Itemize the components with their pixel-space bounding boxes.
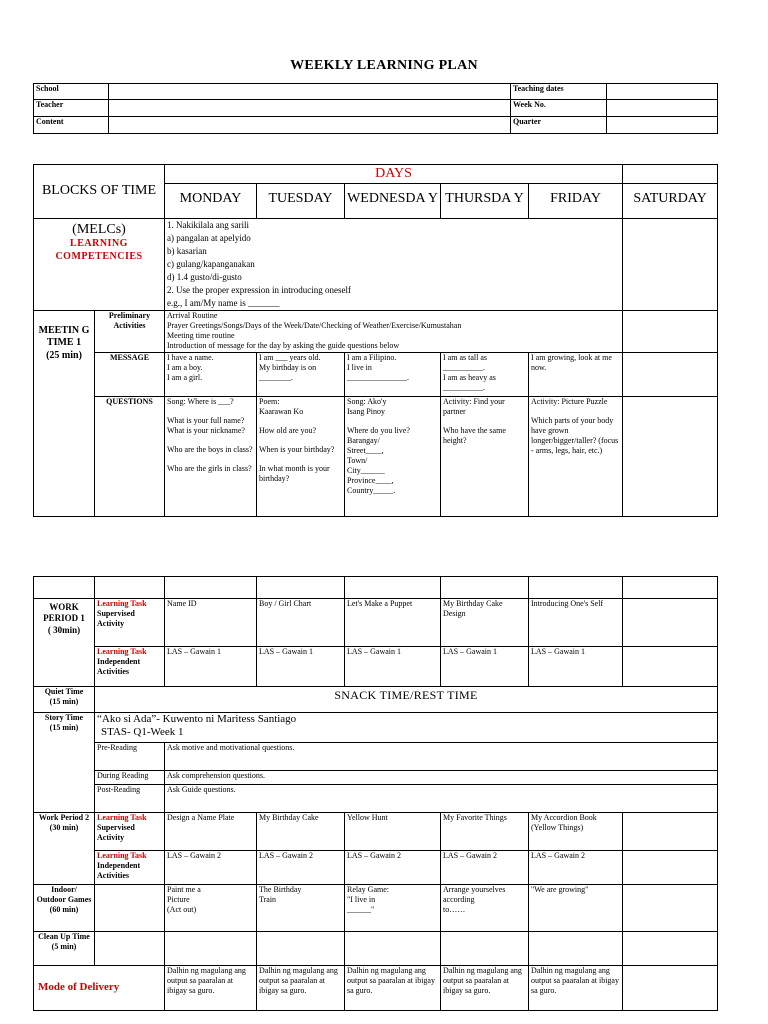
question-line: Where do you live? bbox=[347, 425, 410, 435]
delivery-saturday bbox=[623, 966, 718, 1011]
clean-up-blank bbox=[529, 932, 623, 966]
indoor-outdoor-blank bbox=[95, 885, 165, 932]
supervised-label: Supervised Activity bbox=[97, 609, 135, 628]
questions-tuesday bbox=[257, 396, 345, 516]
questions-thursday bbox=[441, 396, 529, 516]
wp2-supervised-tuesday: My Birthday Cake bbox=[257, 813, 345, 851]
info-table bbox=[33, 83, 718, 134]
preliminary-content bbox=[165, 310, 623, 352]
post-reading-content: Ask Guide questions. bbox=[165, 785, 718, 813]
message-line: I am a girl. bbox=[167, 372, 203, 382]
indoor-outdoor-cell bbox=[34, 885, 95, 932]
question-line: Who are the girls in class? bbox=[167, 463, 252, 473]
quiet-time-cell bbox=[34, 687, 95, 713]
school-value bbox=[109, 84, 511, 100]
questions-label: QUESTIONS bbox=[95, 396, 165, 516]
game-line: (Act out) bbox=[167, 905, 197, 914]
message-line: I am as tall as bbox=[443, 352, 487, 362]
story-time-label: Story Time bbox=[44, 713, 84, 722]
preliminary-line: Prayer Greetings/Songs/Days of the Week/Date/Checking of Weather/Exercise/Kumustahan bbox=[167, 320, 462, 330]
questions-monday bbox=[165, 396, 257, 516]
preliminary-line: Meeting time routine bbox=[167, 330, 235, 340]
story-time-duration: (15 min) bbox=[49, 723, 79, 732]
question-line: Kaarawan Ko bbox=[259, 406, 304, 416]
melcs-line: a) pangalan at apelyido bbox=[167, 232, 251, 243]
independent-label: Independent Activities bbox=[97, 861, 141, 880]
question-line: Province____, bbox=[347, 475, 394, 485]
wp2-supervised-saturday bbox=[623, 813, 718, 851]
question-line: In what month is your birthday? bbox=[259, 463, 330, 483]
clean-up-blank bbox=[165, 932, 257, 966]
delivery-wednesday: Dalhin ng magulang ang output sa paaralan at ibigay sa guro. bbox=[345, 966, 441, 1011]
game-thursday bbox=[441, 885, 529, 932]
melcs-line: d) 1.4 gusto/di-gusto bbox=[167, 271, 242, 282]
work-period-1-duration: ( 30min) bbox=[47, 624, 81, 635]
message-line: I live in bbox=[347, 362, 372, 372]
clean-up-duration: (5 min) bbox=[51, 942, 77, 951]
wp2-supervised-label bbox=[95, 813, 165, 851]
wp1-supervised-monday: Name ID bbox=[165, 599, 257, 647]
wp2-independent-wednesday: LAS – Gawain 2 bbox=[345, 851, 441, 885]
melcs-line: 1. Nakikilala ang sarili bbox=[167, 219, 249, 230]
days-header-blank bbox=[623, 165, 718, 184]
question-line: Barangay/ bbox=[347, 435, 380, 445]
wp1-independent-monday: LAS – Gawain 1 bbox=[165, 647, 257, 687]
pre-reading-label: Pre-Reading bbox=[95, 743, 165, 771]
question-line: Activity: Picture Puzzle bbox=[531, 396, 608, 406]
blocks-of-time-header: BLOCKS OF TIME bbox=[34, 165, 165, 219]
teacher-label: Teacher bbox=[34, 100, 109, 117]
melcs-subtitle: LEARNING COMPETENCIES bbox=[55, 238, 143, 262]
game-line: Paint me a bbox=[167, 885, 201, 894]
game-tuesday bbox=[257, 885, 345, 932]
melcs-line: 2. Use the proper expression in introducing oneself bbox=[167, 284, 351, 295]
preliminary-line: Introduction of message for the day by asking the guide questions below bbox=[167, 340, 400, 350]
wp2-supervised-thursday: My Favorite Things bbox=[441, 813, 529, 851]
quiet-time-label: Quiet Time bbox=[44, 687, 84, 696]
clean-up-blank bbox=[345, 932, 441, 966]
question-line: How old are you? bbox=[259, 425, 317, 435]
melcs-title: (MELCs) bbox=[72, 221, 126, 237]
question-line: What is your full name? What is your nickname? bbox=[167, 415, 245, 435]
day-friday: FRIDAY bbox=[529, 183, 623, 218]
message-line: _______________. bbox=[347, 372, 409, 382]
wp1-independent-thursday: LAS – Gawain 1 bbox=[441, 647, 529, 687]
game-line: "I live in bbox=[347, 895, 376, 904]
wp2-independent-friday: LAS – Gawain 2 bbox=[529, 851, 623, 885]
meeting-time-duration: (25 min) bbox=[46, 349, 82, 361]
message-tuesday bbox=[257, 352, 345, 396]
wp1-independent-wednesday: LAS – Gawain 1 bbox=[345, 647, 441, 687]
learning-task-label: Learning Task bbox=[97, 647, 147, 656]
school-label: School bbox=[34, 84, 109, 100]
melcs-content bbox=[165, 218, 623, 310]
learning-task-label: Learning Task bbox=[97, 851, 147, 860]
game-monday bbox=[165, 885, 257, 932]
question-line: City______ bbox=[347, 465, 385, 475]
header-blank bbox=[345, 577, 441, 599]
days-header: DAYS bbox=[165, 165, 623, 184]
wp1-independent-label bbox=[95, 647, 165, 687]
message-line: __________. bbox=[443, 362, 485, 372]
game-line: Train bbox=[259, 895, 277, 904]
game-line: to…… bbox=[443, 905, 466, 914]
wp2-independent-thursday: LAS – Gawain 2 bbox=[441, 851, 529, 885]
message-label: MESSAGE bbox=[95, 352, 165, 396]
message-wednesday bbox=[345, 352, 441, 396]
indoor-outdoor-duration: (60 min) bbox=[49, 905, 79, 914]
question-line: Who have the same height? bbox=[443, 425, 506, 445]
day-thursday: THURSDA Y bbox=[441, 183, 529, 218]
question-line: Which parts of your body have grown longer/bigger/taller? (focus - arms, legs, hair, etc.) bbox=[531, 415, 619, 455]
supervised-label: Supervised Activity bbox=[97, 823, 135, 842]
wp1-independent-tuesday: LAS – Gawain 1 bbox=[257, 647, 345, 687]
question-line: Who are the boys in class? bbox=[167, 444, 253, 454]
day-wednesday: WEDNESDA Y bbox=[345, 183, 441, 218]
header-blank bbox=[34, 577, 95, 599]
teaching-dates-label: Teaching dates bbox=[511, 84, 607, 100]
post-reading-label: Post-Reading bbox=[95, 785, 165, 813]
preliminary-saturday bbox=[623, 310, 718, 352]
game-line: Relay Game: bbox=[347, 885, 389, 894]
story-time-cell bbox=[34, 713, 95, 813]
wp2-supervised-wednesday: Yellow Hunt bbox=[345, 813, 441, 851]
wp2-independent-tuesday: LAS – Gawain 2 bbox=[257, 851, 345, 885]
learning-task-label: Learning Task bbox=[97, 813, 147, 822]
message-line: I am a boy. bbox=[167, 362, 203, 372]
wp2-independent-saturday bbox=[623, 851, 718, 885]
question-line: Song: Ako'y bbox=[347, 396, 387, 406]
question-line: Street____, bbox=[347, 445, 384, 455]
message-line: ________. bbox=[259, 372, 293, 382]
mode-of-delivery-label: Mode of Delivery bbox=[34, 966, 165, 1011]
clean-up-cell bbox=[34, 932, 95, 966]
question-line: Isang Pinoy bbox=[347, 406, 385, 416]
quarter-value bbox=[607, 117, 718, 134]
wp2-supervised-monday: Design a Name Plate bbox=[165, 813, 257, 851]
clean-up-blank bbox=[95, 932, 165, 966]
message-line: I am growing, look at me now. bbox=[531, 352, 612, 372]
questions-saturday bbox=[623, 396, 718, 516]
message-line: I have a name. bbox=[167, 352, 214, 362]
game-line: Arrange yourselves according bbox=[443, 885, 506, 904]
content-value bbox=[109, 117, 511, 134]
wp2-independent-label bbox=[95, 851, 165, 885]
message-line: I am as heavy as bbox=[443, 372, 496, 382]
pre-reading-content: Ask motive and motivational questions. bbox=[165, 743, 718, 771]
clean-up-blank bbox=[441, 932, 529, 966]
header-blank bbox=[165, 577, 257, 599]
question-line: When is your birthday? bbox=[259, 444, 335, 454]
plan-table-2 bbox=[33, 576, 718, 1011]
meeting-time-label: MEETIN G TIME 1 bbox=[38, 324, 90, 349]
wp2-supervised-friday: My Accordion Book (Yellow Things) bbox=[529, 813, 623, 851]
wp2-independent-monday: LAS – Gawain 2 bbox=[165, 851, 257, 885]
teacher-value bbox=[109, 100, 511, 117]
question-line: Activity: Find your partner bbox=[443, 396, 505, 416]
day-saturday: SATURDAY bbox=[623, 183, 718, 218]
quiet-time-duration: (15 min) bbox=[49, 697, 79, 706]
day-monday: MONDAY bbox=[165, 183, 257, 218]
game-saturday bbox=[623, 885, 718, 932]
clean-up-label: Clean Up Time bbox=[38, 932, 90, 941]
message-thursday bbox=[441, 352, 529, 396]
delivery-tuesday: Dalhin ng magulang ang output sa paaralan at ibigay sa guro. bbox=[257, 966, 345, 1011]
game-wednesday bbox=[345, 885, 441, 932]
independent-label: Independent Activities bbox=[97, 657, 141, 676]
story-title-cell bbox=[95, 713, 718, 743]
learning-task-label: Learning Task bbox=[97, 599, 147, 608]
plan-table-1 bbox=[33, 164, 718, 517]
message-saturday bbox=[623, 352, 718, 396]
delivery-friday: Dalhin ng magulang ang output sa paaralan at ibigay sa guro. bbox=[529, 966, 623, 1011]
teaching-dates-value bbox=[607, 84, 718, 100]
wp1-independent-saturday bbox=[623, 647, 718, 687]
melcs-line: e.g., I am/My name is _______ bbox=[167, 297, 280, 308]
question-line: Song: Where is ___? bbox=[167, 396, 234, 406]
delivery-monday: Dalhin ng magulang ang output sa paaralan at ibigay sa guro. bbox=[165, 966, 257, 1011]
preliminary-label: Preliminary Activities bbox=[95, 310, 165, 352]
work-period-2-label: Work Period 2 bbox=[38, 813, 90, 822]
meeting-time-cell bbox=[34, 310, 95, 516]
wp1-independent-friday: LAS – Gawain 1 bbox=[529, 647, 623, 687]
during-reading-label: During Reading bbox=[95, 771, 165, 785]
story-code: STAS- Q1-Week 1 bbox=[101, 726, 184, 739]
week-value bbox=[607, 100, 718, 117]
story-title: “Ako si Ada”- Kuwento ni Maritess Santiago bbox=[97, 713, 297, 725]
header-blank bbox=[257, 577, 345, 599]
message-line: __________. bbox=[443, 382, 485, 392]
game-line: Picture bbox=[167, 895, 190, 904]
clean-up-blank bbox=[257, 932, 345, 966]
melcs-saturday bbox=[623, 218, 718, 310]
game-line: ______" bbox=[347, 905, 375, 914]
wp1-supervised-tuesday: Boy / Girl Chart bbox=[257, 599, 345, 647]
question-line: Poem: bbox=[259, 396, 280, 406]
week-label: Week No. bbox=[511, 100, 607, 117]
wp1-supervised-friday: Introducing One's Self bbox=[529, 599, 623, 647]
melcs-header bbox=[34, 218, 165, 310]
message-line: I am a Filipino. bbox=[347, 352, 397, 362]
melcs-line: c) gulang/kapanganakan bbox=[167, 258, 255, 269]
snack-time: SNACK TIME/REST TIME bbox=[95, 687, 718, 713]
wp1-supervised-wednesday: Let's Make a Puppet bbox=[345, 599, 441, 647]
wp1-supervised-saturday bbox=[623, 599, 718, 647]
clean-up-blank bbox=[623, 932, 718, 966]
melcs-line: b) kasarian bbox=[167, 245, 207, 256]
work-period-2-duration: (30 min) bbox=[49, 823, 79, 832]
game-line: "We are growing" bbox=[531, 885, 589, 894]
indoor-outdoor-label: Indoor/ Outdoor Games bbox=[36, 885, 92, 904]
content-label: Content bbox=[34, 117, 109, 134]
wp1-supervised-thursday: My Birthday Cake Design bbox=[441, 599, 529, 647]
question-line: Town/ bbox=[347, 455, 368, 465]
questions-friday bbox=[529, 396, 623, 516]
delivery-thursday: Dalhin ng magulang ang output sa paaralan at ibigay sa guro. bbox=[441, 966, 529, 1011]
work-period-1-cell bbox=[34, 599, 95, 687]
preliminary-line: Arrival Routine bbox=[167, 310, 218, 320]
page-title: WEEKLY LEARNING PLAN bbox=[290, 58, 478, 73]
wp1-supervised-label bbox=[95, 599, 165, 647]
during-reading-content: Ask comprehension questions. bbox=[165, 771, 718, 785]
question-line: Country_____. bbox=[347, 485, 396, 495]
game-line: The Birthday bbox=[259, 885, 302, 894]
work-period-2-cell bbox=[34, 813, 95, 885]
header-blank bbox=[95, 577, 165, 599]
game-friday bbox=[529, 885, 623, 932]
message-line: My birthday is on bbox=[259, 362, 317, 372]
message-friday bbox=[529, 352, 623, 396]
day-tuesday: TUESDAY bbox=[257, 183, 345, 218]
header-blank bbox=[529, 577, 623, 599]
message-monday bbox=[165, 352, 257, 396]
message-line: I am ___ years old. bbox=[259, 352, 321, 362]
work-period-1-label: WORK PERIOD 1 bbox=[43, 602, 85, 624]
quarter-label: Quarter bbox=[511, 117, 607, 134]
header-blank bbox=[623, 577, 718, 599]
questions-wednesday bbox=[345, 396, 441, 516]
header-blank bbox=[441, 577, 529, 599]
